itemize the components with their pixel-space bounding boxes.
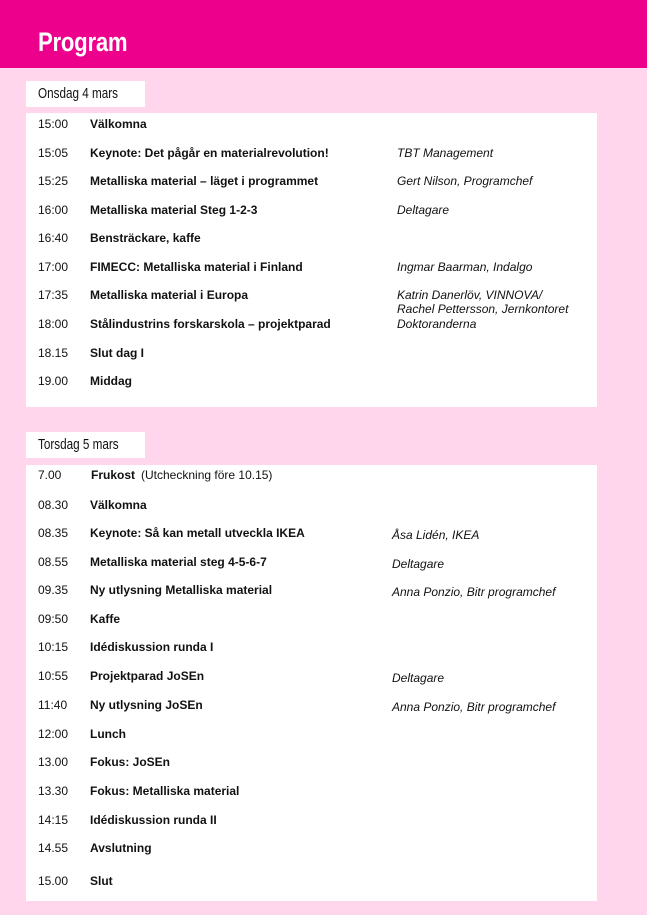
- row-time: 7.00: [38, 468, 62, 482]
- schedule-row: [26, 203, 597, 221]
- row-time: 08.55: [38, 555, 69, 569]
- row-title: [90, 174, 318, 188]
- row-title-text: Ny utlysning JoSEn: [90, 698, 203, 712]
- row-title: [90, 841, 152, 855]
- row-time: 18.15: [38, 346, 69, 360]
- row-time: 10:15: [38, 640, 69, 654]
- row-title-text: Välkomna: [90, 117, 147, 131]
- row-time: 19.00: [38, 374, 69, 388]
- row-time: 11:40: [38, 698, 68, 712]
- row-title-text: Fokus: JoSEn: [90, 755, 171, 769]
- row-title-text: Keynote: Så kan metall utveckla IKEA: [90, 526, 305, 540]
- schedule-row: [26, 174, 597, 192]
- schedule-row: [26, 813, 597, 831]
- schedule-row: [26, 346, 597, 364]
- row-title: [90, 288, 248, 302]
- row-title-text: Fokus: Metalliska material: [90, 784, 240, 798]
- row-speaker: Anna Ponzio, Bitr programchef: [392, 585, 556, 599]
- row-title-text: Kaffe: [90, 612, 121, 626]
- row-title: [90, 669, 204, 683]
- row-speaker: Doktoranderna: [397, 317, 477, 331]
- day-label-wednesday: [26, 81, 145, 107]
- day-label-thursday: [26, 432, 145, 458]
- row-title-text: Slut dag I: [90, 346, 144, 360]
- row-speaker: Anna Ponzio, Bitr programchef: [392, 700, 556, 714]
- schedule-row: [26, 317, 597, 335]
- row-time: 08.35: [38, 526, 69, 540]
- row-title-text: Ny utlysning Metalliska material: [90, 583, 273, 597]
- schedule-row: [26, 583, 597, 601]
- schedule-panel-wednesday: [26, 113, 597, 407]
- row-time: 17:00: [38, 260, 69, 274]
- row-title-text: Projektparad JoSEn: [90, 669, 205, 683]
- row-title-text: Lunch: [90, 727, 126, 741]
- schedule-row: [26, 841, 597, 859]
- day-label-text: Onsdag 4 mars: [38, 85, 118, 102]
- row-time: 15:25: [38, 174, 69, 188]
- row-speaker: Ingmar Baarman, Indalgo: [397, 260, 533, 274]
- row-title: [90, 755, 170, 769]
- schedule-row: [26, 612, 597, 630]
- row-time: 09.35: [38, 583, 69, 597]
- schedule-row: [26, 260, 597, 278]
- schedule-row: [26, 498, 597, 516]
- row-time: 12:00: [38, 727, 69, 741]
- row-title-text: Välkomna: [90, 498, 147, 512]
- schedule-row: [26, 374, 597, 392]
- row-title: [90, 784, 239, 798]
- row-title-text: Stålindustrins forskarskola – projektparad: [90, 317, 331, 331]
- row-title-text: FIMECC: Metalliska material i Finland: [90, 260, 303, 274]
- row-title-text: Frukost: [91, 468, 136, 482]
- row-time: 15:05: [38, 146, 69, 160]
- row-title-text: Slut: [90, 874, 113, 888]
- schedule-row: [26, 669, 597, 687]
- row-title-text: Middag: [90, 374, 132, 388]
- row-title: [90, 317, 331, 331]
- row-title-text: Metalliska material steg 4-5-6-7: [90, 555, 267, 569]
- row-title: [90, 203, 257, 217]
- row-title: [90, 231, 201, 245]
- row-time: 14:15: [38, 813, 69, 827]
- schedule-row: [26, 640, 597, 658]
- schedule-row: [26, 526, 597, 544]
- row-title-text: Bensträckare, kaffe: [90, 231, 201, 245]
- row-time: 15.00: [38, 874, 69, 888]
- header-bar: [0, 0, 647, 68]
- row-title: [90, 813, 217, 827]
- row-speaker: TBT Management: [397, 146, 494, 160]
- schedule-row: [26, 146, 597, 164]
- schedule-panel-thursday: [26, 465, 597, 901]
- row-title: [90, 346, 144, 360]
- row-title: [90, 117, 147, 131]
- row-speaker: Deltagare: [397, 203, 450, 217]
- row-speaker: Katrin Danerlöv, VINNOVA/ Rachel Pettersson, Jernkontoret: [397, 288, 569, 316]
- row-title: [90, 640, 213, 654]
- schedule-row: [26, 784, 597, 802]
- row-title: [90, 612, 120, 626]
- row-title-text: Idédiskussion runda II: [90, 813, 217, 827]
- page-title: Program: [38, 27, 128, 57]
- row-title: [90, 874, 113, 888]
- row-title: [90, 727, 126, 741]
- row-title-text: Idédiskussion runda I: [90, 640, 214, 654]
- row-speaker: Deltagare: [392, 671, 445, 685]
- row-speaker: Gert Nilson, Programchef: [397, 174, 533, 188]
- row-time: 08.30: [38, 498, 69, 512]
- row-title: [90, 146, 329, 160]
- row-title: [90, 374, 132, 388]
- row-title-text: Metalliska material – läget i programmet: [90, 174, 319, 188]
- row-speaker: Deltagare: [392, 557, 445, 571]
- row-time: 10:55: [38, 669, 69, 683]
- row-time: 16:40: [38, 231, 69, 245]
- schedule-row: [26, 555, 597, 573]
- schedule-row: [26, 727, 597, 745]
- row-title-text: Metalliska material Steg 1-2-3: [90, 203, 258, 217]
- row-title: [90, 260, 303, 274]
- row-note: (Utcheckning före 10.15): [141, 468, 273, 482]
- row-title-text: Keynote: Det pågår en materialrevolution!: [90, 146, 329, 160]
- row-title: [90, 698, 203, 712]
- row-title-text: Avslutning: [90, 841, 152, 855]
- row-time: 16:00: [38, 203, 69, 217]
- row-title: [90, 555, 267, 569]
- row-time: 13.00: [38, 755, 69, 769]
- row-time: 14.55: [38, 841, 69, 855]
- day-label-text: Torsdag 5 mars: [38, 436, 119, 453]
- row-time: 15:00: [38, 117, 69, 131]
- schedule-row: [26, 755, 597, 773]
- row-time: 18:00: [38, 317, 69, 331]
- schedule-row: [26, 288, 597, 316]
- row-title: [90, 583, 272, 597]
- row-time: 09:50: [38, 612, 69, 626]
- row-title: [91, 468, 272, 482]
- row-title-text: Metalliska material i Europa: [90, 288, 249, 302]
- schedule-row: [26, 117, 597, 135]
- schedule-row: [26, 231, 597, 249]
- row-title: [90, 526, 305, 540]
- row-time: 17:35: [38, 288, 69, 302]
- schedule-row: [26, 468, 597, 486]
- row-title: [90, 498, 147, 512]
- row-time: 13.30: [38, 784, 69, 798]
- schedule-row: [26, 874, 597, 892]
- row-speaker: Åsa Lidén, IKEA: [392, 528, 480, 542]
- schedule-row: [26, 698, 597, 716]
